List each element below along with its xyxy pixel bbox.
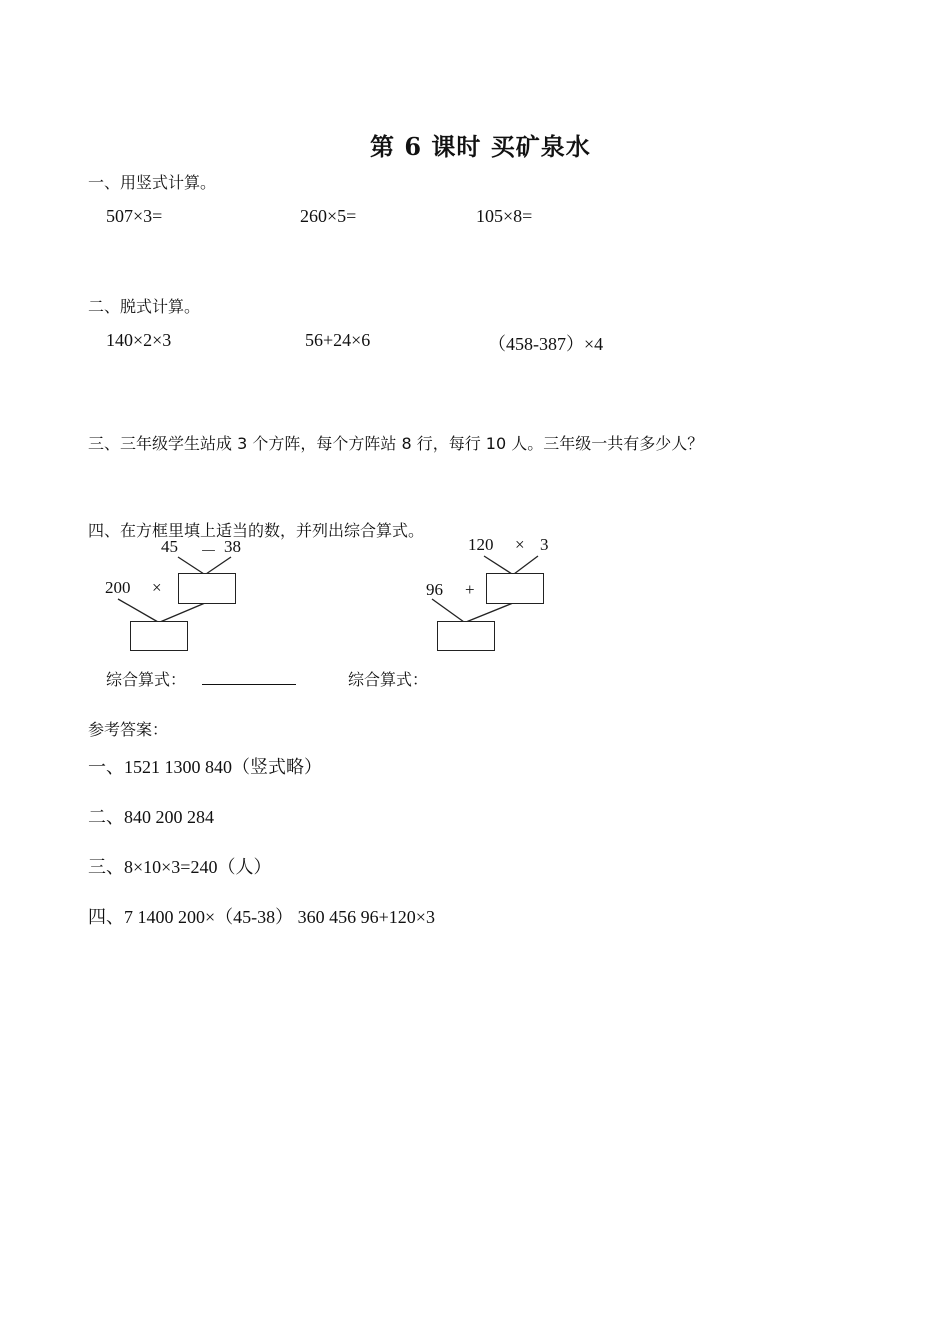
d2-operator-top: × xyxy=(515,535,525,554)
page-title: 第 6 课时 买矿泉水 xyxy=(370,132,591,161)
section-2-heading: 二、脱式计算。 xyxy=(88,297,201,316)
s1-problem-3: 105×8= xyxy=(476,206,533,226)
section-3-heading: 三、三年级学生站成 3 个方阵，每个方阵站 8 行，每行 10 人。三年级一共有多少人？ xyxy=(88,434,704,453)
d1-number-b: 38 xyxy=(224,537,241,556)
answer-4: 四、7 1400 200×（45-38） 360 456 96+120×3 xyxy=(88,907,435,927)
answer-1: 一、1521 1300 840（竖式略） xyxy=(88,757,322,777)
answer-2: 二、840 200 284 xyxy=(88,807,214,827)
d1-answer-box-2[interactable] xyxy=(130,621,188,651)
d1-number-a: 45 xyxy=(161,537,178,556)
s1-problem-1: 507×3= xyxy=(106,206,163,226)
answer-3: 三、8×10×3=240（人） xyxy=(88,857,272,877)
section-1-heading: 一、用竖式计算。 xyxy=(88,173,217,192)
answers-heading: 参考答案： xyxy=(88,720,169,739)
d2-answer-box-1[interactable] xyxy=(486,573,544,604)
d1-number-left: 200 xyxy=(105,578,131,597)
d2-number-b: 3 xyxy=(540,535,549,554)
d1-operator-left: × xyxy=(152,578,162,597)
formula-label-2: 综合算式： xyxy=(348,670,429,689)
s2-problem-3: （458-387）×4 xyxy=(488,334,604,354)
d2-number-left: 96 xyxy=(426,580,443,599)
s2-problem-2: 56+24×6 xyxy=(305,330,371,350)
d2-operator-left: + xyxy=(465,580,475,599)
formula-label-1: 综合算式： xyxy=(106,670,187,689)
section-4-heading: 四、在方框里填上适当的数，并列出综合算式。 xyxy=(88,521,425,540)
d1-answer-box-1[interactable] xyxy=(178,573,236,604)
s2-problem-1: 140×2×3 xyxy=(106,330,172,350)
d1-operator-top: － xyxy=(200,542,217,561)
d2-answer-box-2[interactable] xyxy=(437,621,495,651)
d2-number-a: 120 xyxy=(468,535,494,554)
s1-problem-2: 260×5= xyxy=(300,206,357,226)
formula-blank-line[interactable] xyxy=(202,684,296,685)
